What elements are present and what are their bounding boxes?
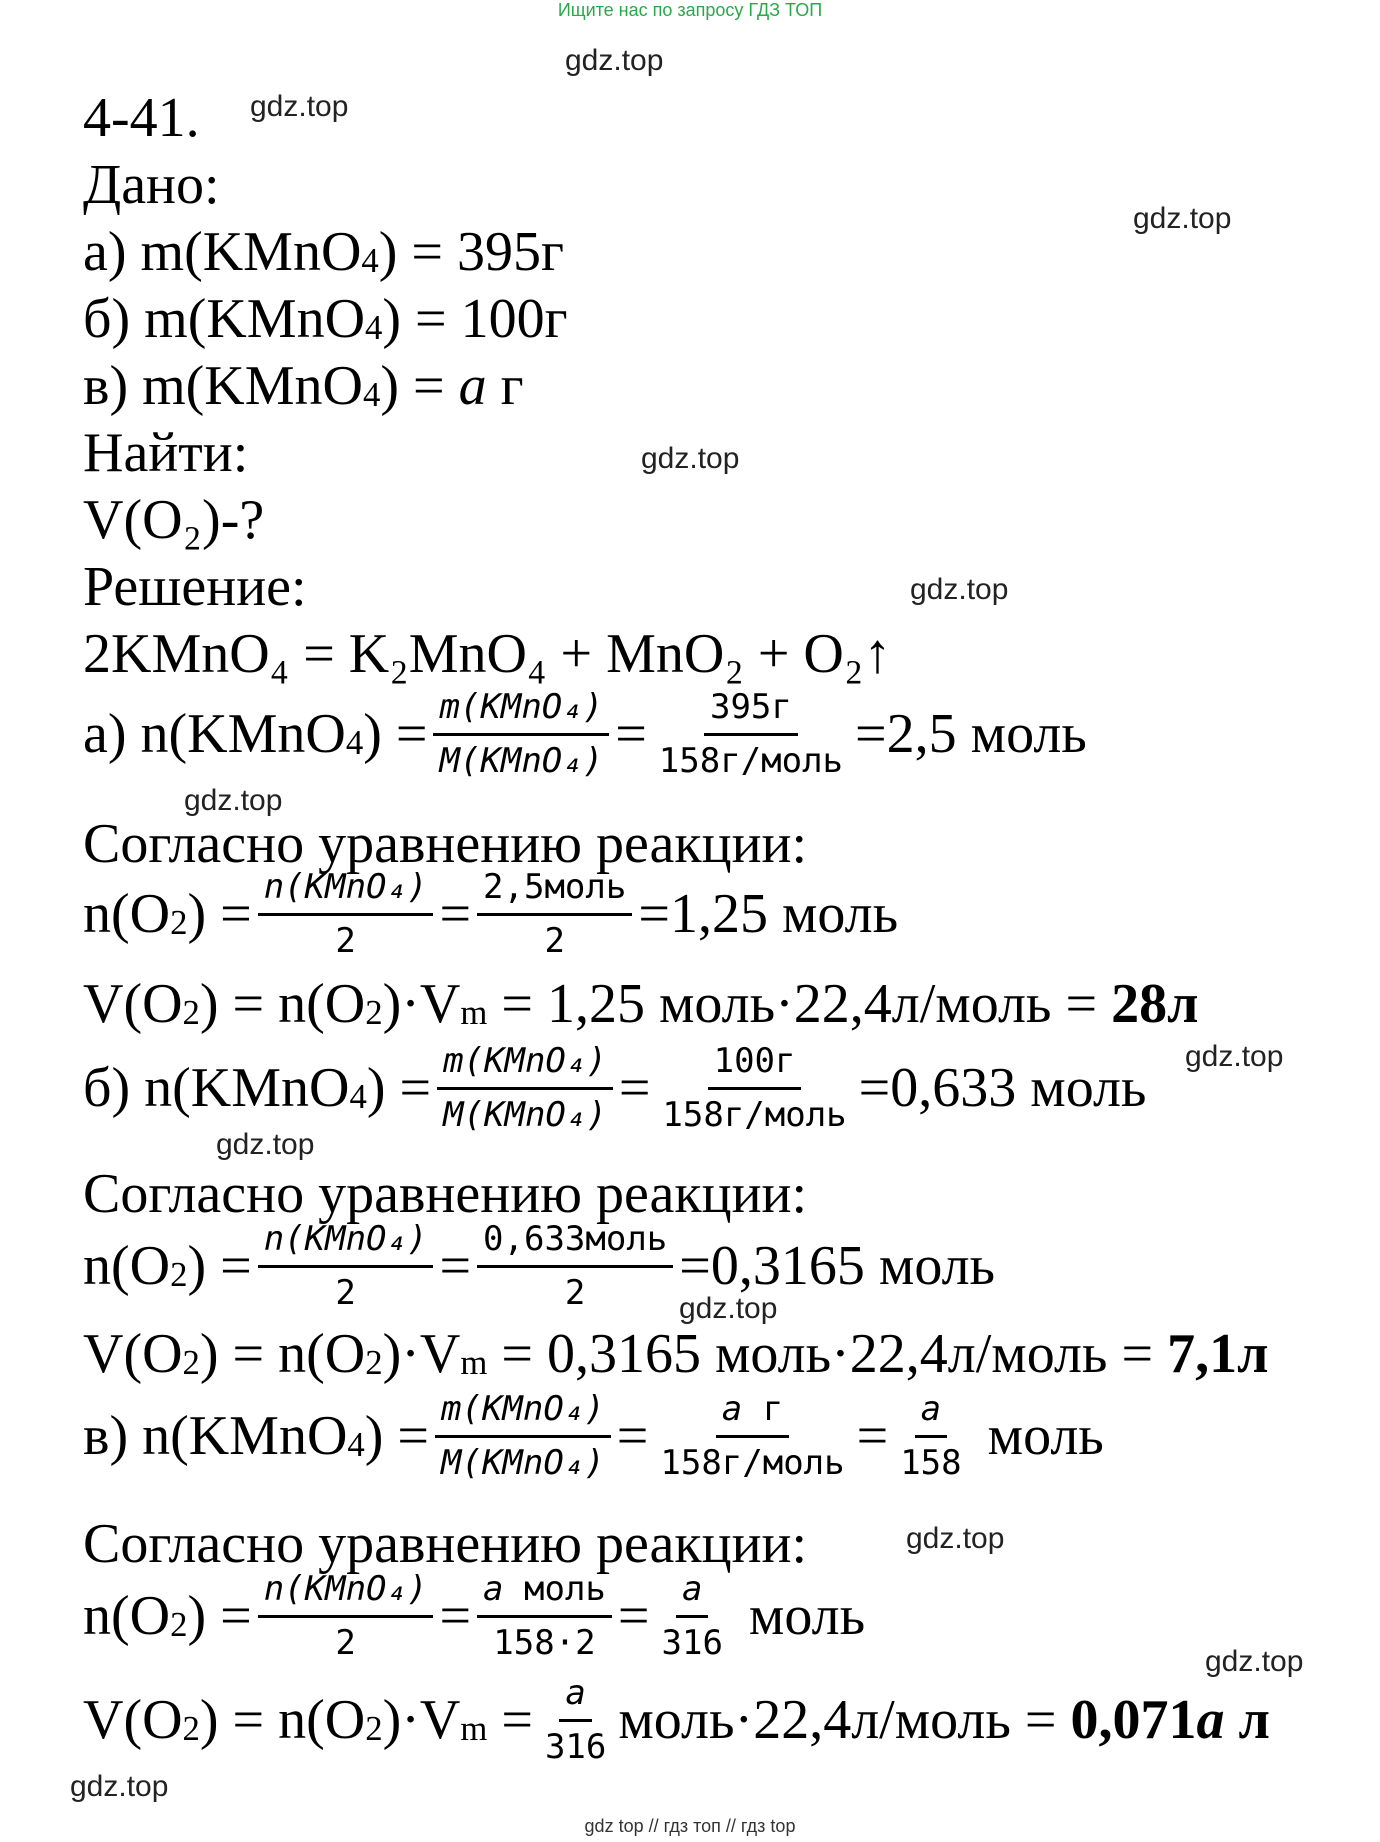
answer-a: 28л [1111, 973, 1199, 1035]
find-item: V(O₂)-? [83, 489, 265, 551]
fraction: $\frac{\text{0,633моль}}{2}$ [477, 1218, 673, 1314]
fraction: $\frac{a}{316}$ [661, 1569, 723, 1663]
watermark: gdz.top [565, 44, 664, 77]
part-c-moles: в) n(KMnO 4 ) = $\frac{\text{m(KMnO₄)}}{\text{M(KMnO₄)}}$ = $\frac{\text{a г}}{\text{158г/моль}}$ = $\frac{a}{158}$ моль [83, 1389, 1104, 1483]
answer-b: 7,1л [1167, 1323, 1269, 1385]
fraction: $\frac{100г}{\text{158г/моль}}$ [662, 1041, 847, 1135]
fraction: $\frac{\text{n(KMnO₄)}}{2}$ [258, 866, 434, 962]
given-item-c: в) m(KMnO 4 ) = a г [83, 355, 524, 417]
part-c-volume: V(O 2 ) = n(O 2 )·V m = $\frac{a}{316}$ моль · 22,4л/моль = 0,071a л [83, 1673, 1270, 1767]
watermark: gdz.top [70, 1770, 169, 1803]
fraction: $\frac{\text{a моль}}{158\cdot 2}$ [477, 1568, 612, 1664]
fraction: $\frac{\text{2,5моль}}{2}$ [477, 866, 632, 962]
watermark: gdz.top [1133, 202, 1232, 235]
watermark: gdz.top [641, 442, 740, 475]
given-heading: Дано: [83, 154, 220, 216]
watermark: gdz.top [1205, 1645, 1304, 1678]
by-equation-text: Согласно уравнению реакции: [83, 1513, 808, 1575]
part-a-moles: а) n(KMnO 4 ) = $\frac{\text{m(KMnO₄)}}{\text{M(KMnO₄)}}$ = $\frac{395г}{\text{158г/моль}}$ = 2,5 моль [83, 687, 1087, 781]
fraction: $\frac{395г}{\text{158г/моль}}$ [658, 687, 844, 781]
watermark: gdz.top [184, 784, 283, 817]
fraction: $\frac{\text{n(KMnO₄)}}{2}$ [258, 1218, 434, 1314]
reaction-equation: 2KMnO₄ = K₂MnO₄ + MnO₂ + O₂↑ [83, 623, 892, 685]
watermark: gdz.top [679, 1292, 778, 1325]
given-item-a: а) m(KMnO 4 ) = 395г [83, 221, 564, 283]
watermark: gdz.top [216, 1128, 315, 1161]
fraction: $\frac{a}{316}$ [544, 1673, 607, 1767]
watermark: gdz.top [910, 573, 1009, 606]
top-banner: Ищите нас по запросу ГДЗ ТОП [557, 0, 823, 20]
fraction: $\frac{a}{158}$ [900, 1389, 962, 1483]
watermark: gdz.top [1185, 1040, 1284, 1073]
watermark: gdz.top [250, 90, 349, 123]
part-b-volume: V(O 2 ) = n(O 2 )·V m = 0,3165 моль·22,4л/моль = 7,1л [83, 1323, 1269, 1385]
part-a-o2-moles: n(O 2 ) = $\frac{\text{n(KMnO₄)}}{2}$ = $\frac{\text{2,5моль}}{2}$ = 1,25 моль [83, 867, 899, 961]
part-b-o2-moles: n(O 2 ) = $\frac{\text{n(KMnO₄)}}{2}$ = $\frac{\text{0,633моль}}{2}$ = 0,3165 моль [83, 1219, 996, 1313]
problem-number: 4-41. [83, 87, 200, 149]
fraction: $\frac{\text{n(KMnO₄)}}{2}$ [258, 1568, 434, 1664]
given-item-b: б) m(KMnO 4 ) = 100г [83, 288, 568, 350]
fraction: $\frac{\text{a г}}{\text{158г/моль}}$ [660, 1389, 845, 1483]
part-a-volume: V(O 2 ) = n(O 2 )·V m = 1,25 моль·22,4л/моль = 28л [83, 973, 1199, 1035]
fraction: $\frac{\text{m(KMnO₄)}}{\text{M(KMnO₄)}}$ [433, 686, 609, 782]
watermark: gdz.top [906, 1522, 1005, 1555]
part-b-moles: б) n(KMnO 4 ) = $\frac{\text{m(KMnO₄)}}{\text{M(KMnO₄)}}$ = $\frac{100г}{\text{158г/моль}}$ = 0,633 моль [83, 1041, 1147, 1135]
part-c-o2-moles: n(O 2 ) = $\frac{\text{n(KMnO₄)}}{2}$ = $\frac{\text{a моль}}{158\cdot 2}$ = $\frac{a}{316}$ моль [83, 1569, 866, 1663]
answer-c: 0,071a л [1070, 1689, 1270, 1751]
fraction: $\frac{\text{m(KMnO₄)}}{\text{M(KMnO₄)}}$ [437, 1040, 613, 1136]
find-heading: Найти: [83, 422, 249, 484]
solution-heading: Решение: [83, 556, 307, 618]
bottom-banner: gdz top // гдз топ // гдз top [584, 1816, 796, 1836]
by-equation-text: Согласно уравнению реакции: [83, 813, 808, 875]
fraction: $\frac{\text{m(KMnO₄)}}{\text{M(KMnO₄)}}$ [435, 1388, 611, 1484]
by-equation-text: Согласно уравнению реакции: [83, 1163, 808, 1225]
